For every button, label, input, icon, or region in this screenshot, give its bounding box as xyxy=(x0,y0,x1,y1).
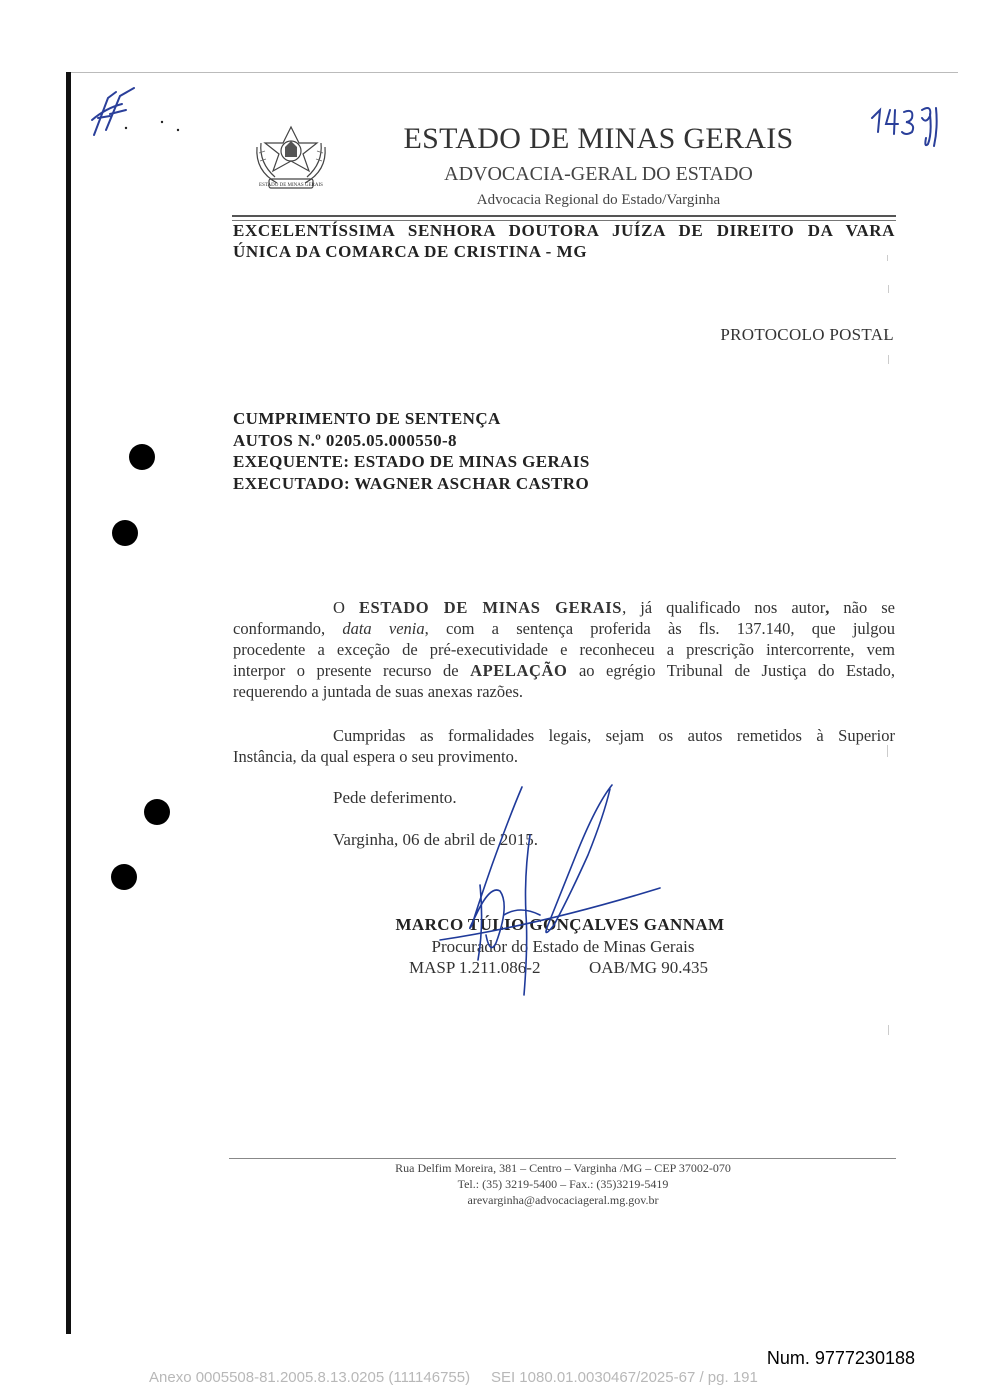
punch-hole xyxy=(144,799,170,825)
case-caption xyxy=(233,408,733,494)
paragraph-line xyxy=(233,597,895,618)
handwritten-initials xyxy=(86,80,186,145)
addressee-line: EXCELENTÍSSIMA SENHORA DOUTORA JUÍZA DE DIREITO DA VARA xyxy=(233,221,895,240)
paragraph-line xyxy=(233,660,895,681)
scan-top-edge xyxy=(66,72,958,73)
italic-text: data venia xyxy=(342,619,425,638)
footer-phones: Tel.: (35) 3219-5400 – Fax.: (35)3219-5419 xyxy=(457,1177,669,1191)
addressee-line: ÚNICA DA COMARCA DE CRISTINA - MG xyxy=(233,242,588,261)
footer-address: Rua Delfim Moreira, 381 – Centro – Varginha /MG – CEP 37002-070 xyxy=(395,1161,731,1175)
text-run: O xyxy=(333,598,359,617)
addressee xyxy=(233,220,895,262)
caption-line: EXEQUENTE: ESTADO DE MINAS GERAIS xyxy=(233,452,590,471)
letterhead-subtitle: ADVOCACIA-GERAL DO ESTADO xyxy=(444,163,753,185)
text-run: , já qualificado nos autor xyxy=(622,598,826,617)
paragraph-line: Instância, da qual espera o seu provimento. xyxy=(233,747,518,766)
text-run: não se xyxy=(829,598,895,617)
signatory-masp: MASP 1.211.086-2 xyxy=(409,958,541,977)
paragraph-line: Cumpridas as formalidades legais, sejam os autos remetidos à Superior xyxy=(333,726,895,745)
text-run: interpor o presente recurso de xyxy=(233,661,471,680)
bold-text: , xyxy=(825,598,830,617)
date-line: Varginha, 06 de abril de 2015. xyxy=(333,830,539,849)
signatory-name: MARCO TÚLIO GONÇALVES GANNAM xyxy=(395,915,725,934)
handwritten-page-number xyxy=(866,88,956,150)
punch-hole xyxy=(129,444,155,470)
body-paragraph xyxy=(233,725,895,767)
letterhead-title: ESTADO DE MINAS GERAIS xyxy=(403,122,794,155)
text-run: conformando, xyxy=(233,619,343,638)
bold-text: ESTADO DE MINAS GERAIS xyxy=(358,598,623,617)
paragraph-line xyxy=(233,618,895,639)
caption-line: AUTOS N.º 0205.05.000550-8 xyxy=(233,430,457,450)
text-run: , com a sentença proferida às fls. 137.140, que julgou xyxy=(424,619,895,638)
body-paragraph xyxy=(233,597,895,702)
text-run: ao egrégio Tribunal de Justiça do Estado, xyxy=(567,661,895,680)
letterhead-regional: Advocacia Regional do Estado/Varginha xyxy=(476,192,721,208)
caption-line: CUMPRIMENTO DE SENTENÇA xyxy=(233,409,501,428)
attachment-stamp xyxy=(149,1369,758,1386)
caption-line: EXECUTADO: WAGNER ASCHAR CASTRO xyxy=(233,473,590,493)
protocol-label: PROTOCOLO POSTAL xyxy=(720,325,894,344)
footer-divider xyxy=(229,1158,896,1159)
bold-text: APELAÇÃO xyxy=(470,661,568,680)
svg-text:ESTADO DE MINAS GERAIS: ESTADO DE MINAS GERAIS xyxy=(259,183,323,188)
coat-of-arms-icon xyxy=(247,123,335,193)
signatory-role: Procurador do Estado de Minas Gerais xyxy=(431,937,695,956)
paragraph-line: requerendo a juntada de suas anexas razões. xyxy=(233,682,523,701)
sei-text: SEI 1080.01.0030467/2025-67 / pg. 191 xyxy=(490,1369,758,1386)
punch-hole xyxy=(112,520,138,546)
scan-left-edge xyxy=(66,72,71,1334)
closing-request: Pede deferimento. xyxy=(333,788,457,807)
punch-hole xyxy=(111,864,137,890)
paragraph-line: procedente a exceção de pré-executividade e reconheceu a prescrição intercorrente, vem xyxy=(233,640,895,659)
anexo-text: Anexo 0005508-81.2005.8.13.0205 (111146755) xyxy=(149,1369,471,1386)
document-number: Num. 9777230188 xyxy=(766,1348,915,1368)
footer-email: arevarginha@advocaciageral.mg.gov.br xyxy=(467,1193,659,1207)
signatory-oab: OAB/MG 90.435 xyxy=(589,958,709,977)
handwritten-signature xyxy=(420,775,670,1005)
